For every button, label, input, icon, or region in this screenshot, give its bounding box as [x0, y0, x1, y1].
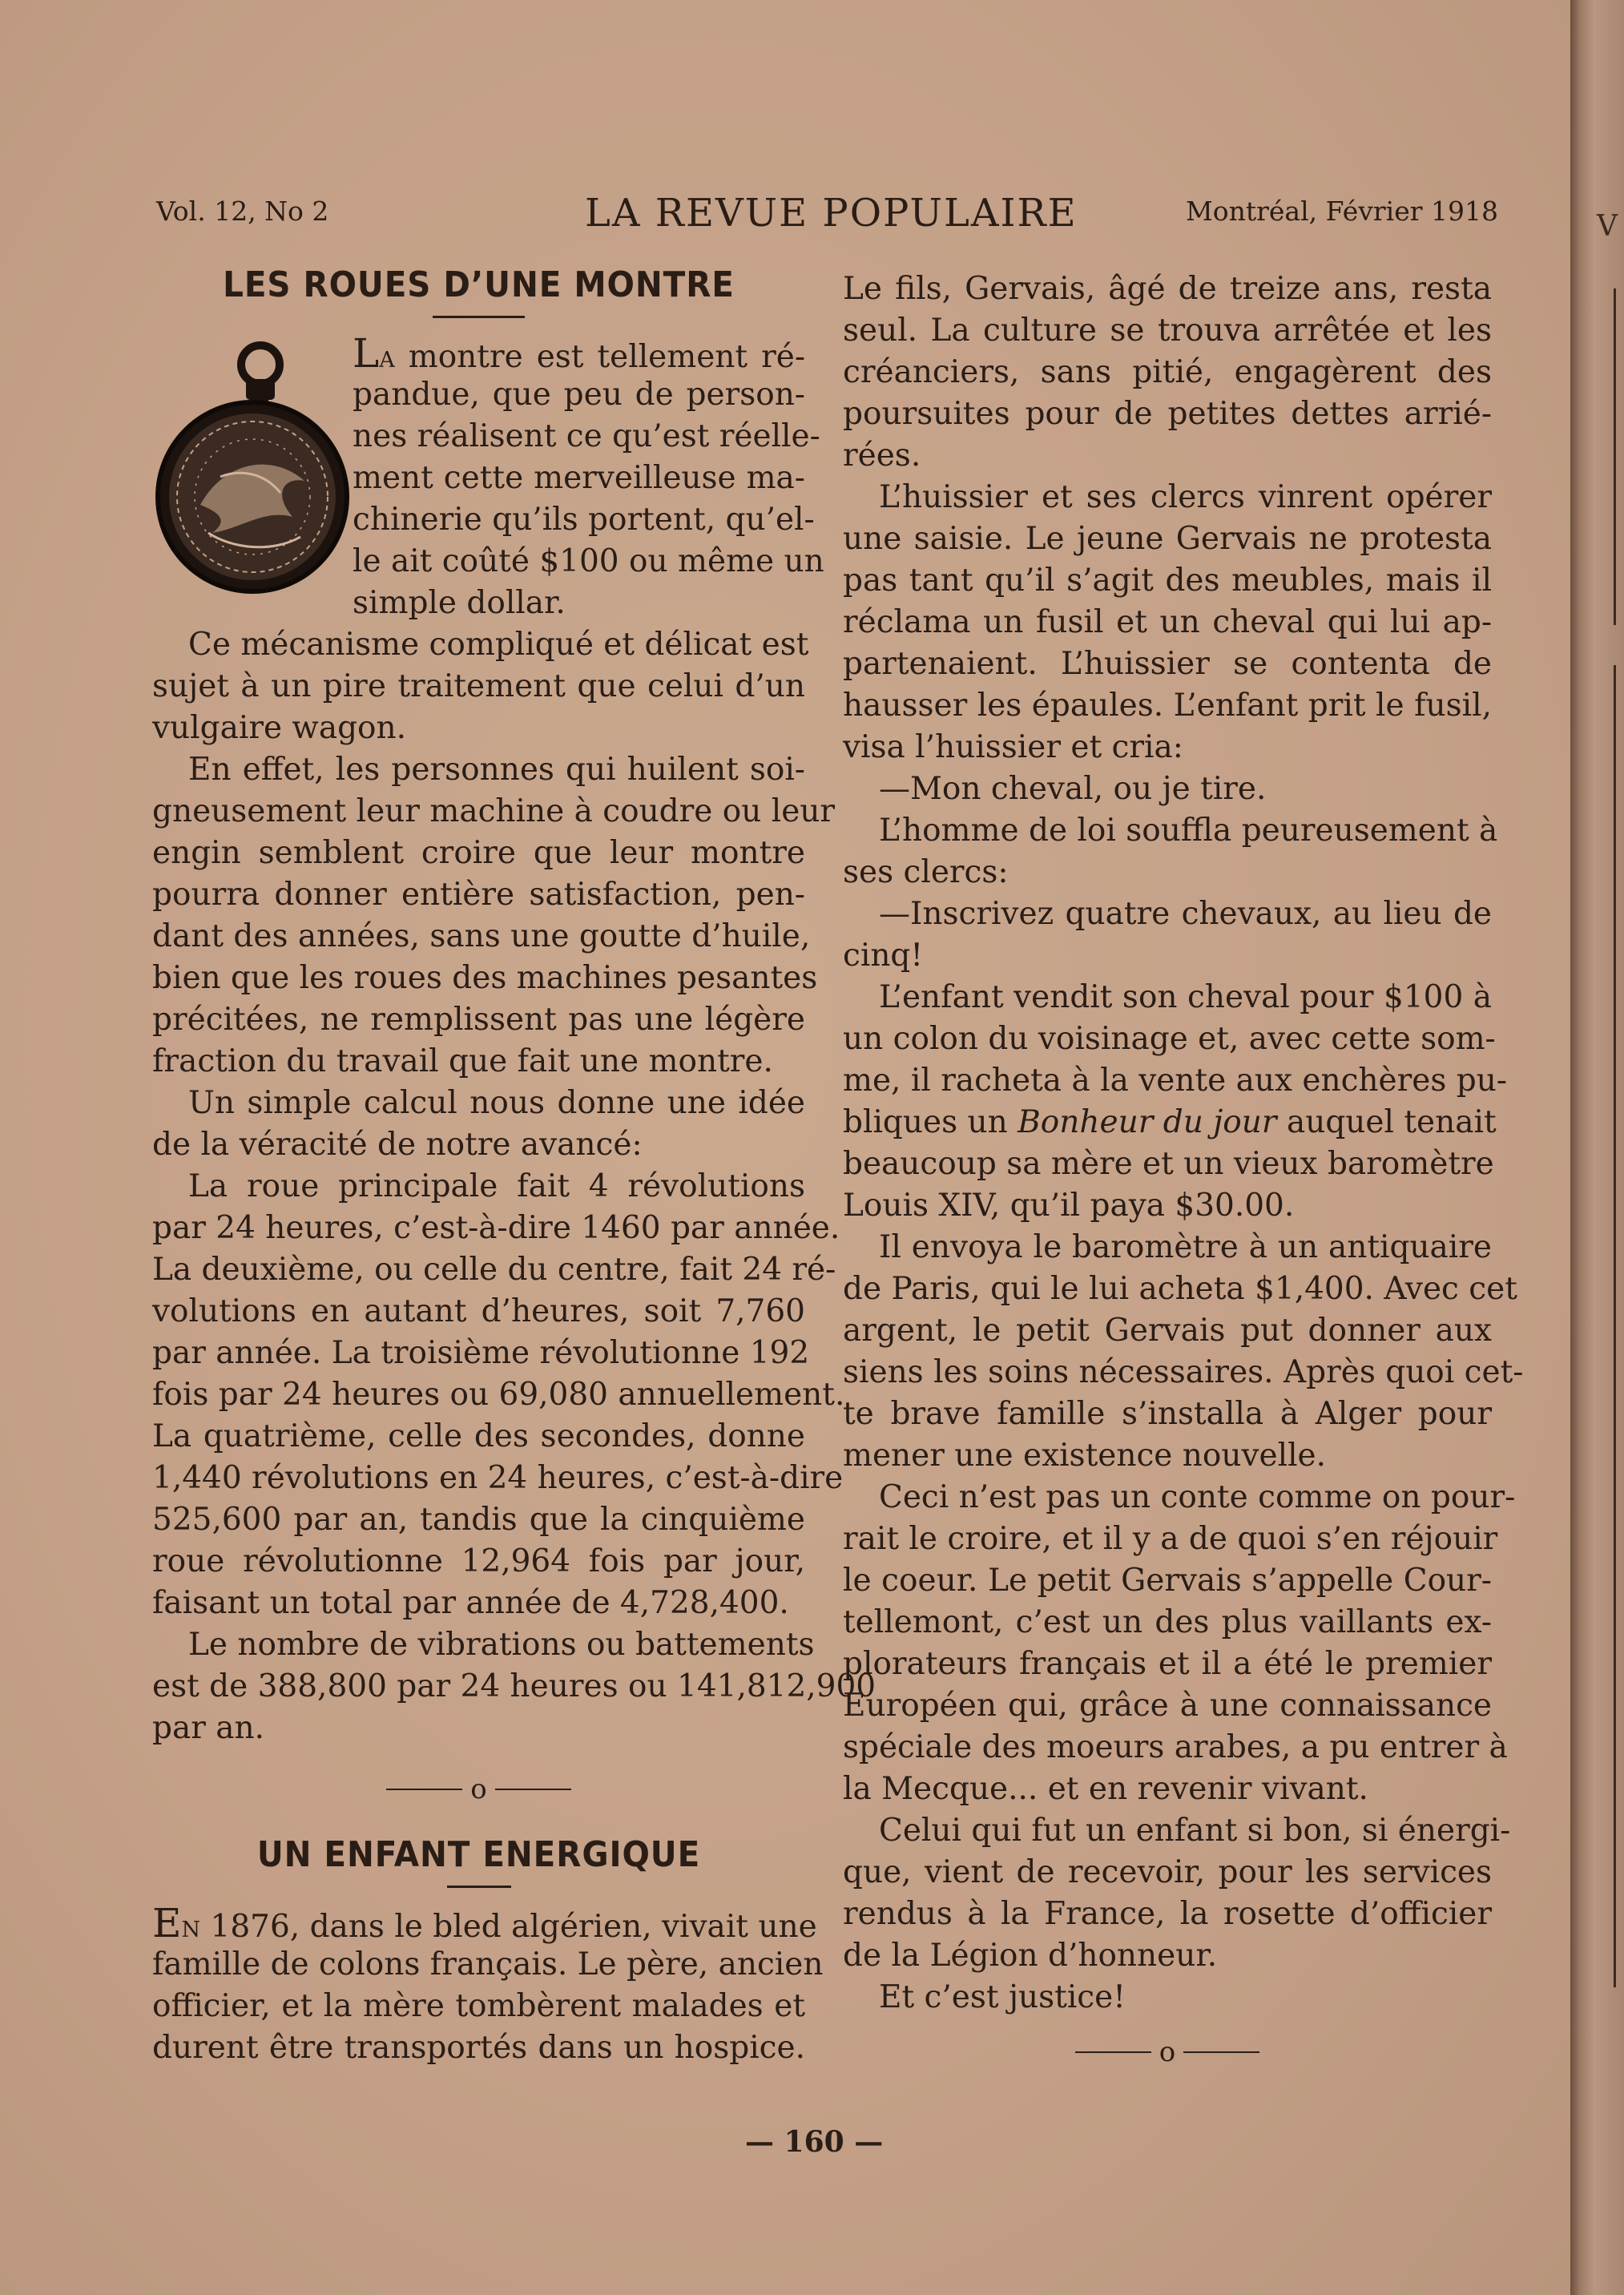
text-line: créanciers, sans pitié, engagèrent des: [843, 354, 1492, 390]
volume-number: Vol. 12, No 2: [156, 196, 329, 227]
watch-wrap-text: [353, 330, 824, 624]
text-line: L’enfant vendit son cheval pour $100 à: [879, 979, 1492, 1015]
text-line: poursuites pour de petites dettes arrié-: [843, 396, 1492, 432]
line-text: auquel tenait: [1276, 1104, 1497, 1140]
text-line: [353, 330, 805, 377]
text-line: [843, 1102, 1497, 1143]
text-line: une saisie. Le jeune Gervais ne protesta: [843, 521, 1492, 557]
italic-title: Bonheur du jour: [1018, 1104, 1277, 1140]
text-line: de la véracité de notre avancé:: [152, 1127, 643, 1163]
text-line: par année. La troisième révolutionne 192: [152, 1335, 810, 1371]
text-line: spéciale des moeurs arabes, a pu entrer à: [843, 1729, 1508, 1765]
text-line: mener une existence nouvelle.: [843, 1438, 1327, 1474]
separator-rule: [1183, 2051, 1259, 2053]
text-line: ses clercs:: [843, 854, 1009, 890]
line-text: bliques un: [843, 1104, 1018, 1140]
text-line: roue révolutionne 12,964 fois par jour,: [152, 1543, 805, 1579]
text-line: précitées, ne remplissent pas une légère: [152, 1002, 805, 1038]
text-line: argent, le petit Gervais put donner aux: [843, 1313, 1492, 1349]
drop-cap-rest: n: [181, 1909, 201, 1945]
text-line: nes réalisent ce qu’est réelle-: [353, 418, 820, 454]
text-line: Et c’est justice!: [879, 1979, 1126, 2015]
spine-letter: V: [1597, 210, 1618, 243]
text-line: un colon du voisinage et, avec cette som-: [843, 1021, 1496, 1057]
title-rule: [447, 1886, 511, 1888]
text-line: plorateurs français et il a été le premier: [843, 1646, 1492, 1682]
text-line: le ait coûté $100 ou même un: [353, 543, 824, 579]
text-line: fraction du travail que fait une montre.: [152, 1043, 773, 1079]
spine-rule: [1614, 288, 1616, 625]
text-line: Ce mécanisme compliqué et délicat est: [188, 627, 809, 663]
left-column: [152, 264, 876, 2069]
text-line: —Inscrivez quatre chevaux, au lieu de: [879, 896, 1492, 932]
text-line: fois par 24 heures ou 69,080 annuellement.: [152, 1377, 845, 1413]
text-line: officier, et la mère tombèrent malades et: [152, 1988, 805, 2024]
text-line: 525,600 par an, tandis que la cinquième: [152, 1502, 805, 1538]
text-line: me, il racheta à la vente aux enchères pu-: [843, 1063, 1507, 1099]
text-line: cinq!: [843, 938, 924, 974]
text-line: Le fils, Gervais, âgé de treize ans, resta: [843, 271, 1492, 307]
drop-cap: E: [152, 1900, 182, 1946]
text-line: En effet, les personnes qui huilent soi-: [188, 752, 805, 788]
text-line: partenaient. L’huissier se contenta de: [843, 646, 1492, 682]
text-line: ment cette merveilleuse ma-: [353, 460, 805, 496]
text-line: Celui qui fut un enfant si bon, si énergi-: [879, 1813, 1511, 1849]
line-text: 1876, dans le bled algérien, vivait une: [200, 1909, 817, 1945]
text-line: pourra donner entière satisfaction, pen-: [152, 877, 805, 913]
page-header: [156, 191, 1498, 244]
section-separator: [152, 1764, 805, 1812]
text-line: par an.: [152, 1710, 265, 1746]
text-line: te brave famille s’installa à Alger pour: [843, 1396, 1492, 1432]
text-line: faisant un total par année de 4,728,400.: [152, 1585, 789, 1621]
title-rule: [433, 316, 525, 318]
text-line: rées.: [843, 438, 921, 474]
drop-cap-rest: a: [379, 339, 395, 375]
text-line: L’huissier et ses clercs vinrent opérer: [879, 479, 1492, 515]
text-line: que, vient de recevoir, pour les services: [843, 1854, 1492, 1890]
text-line: vulgaire wagon.: [152, 710, 407, 746]
text-line: Le nombre de vibrations ou battements: [188, 1627, 815, 1663]
separator-symbol: o: [1159, 2036, 1176, 2068]
text-line: Ceci n’est pas un conte comme on pour-: [879, 1479, 1516, 1515]
text-line: Il envoya le baromètre à un antiquaire: [879, 1229, 1492, 1265]
page-number: — 160 —: [745, 2125, 884, 2159]
text-line: beaucoup sa mère et un vieux baromètre: [843, 1146, 1494, 1182]
text-line: de Paris, qui le lui acheta $1,400. Avec cet: [843, 1271, 1517, 1307]
article-title: UN ENFANT ENERGIQUE: [256, 1834, 701, 1875]
text-line: le coeur. Le petit Gervais s’appelle Cour-: [843, 1563, 1492, 1599]
separator-rule: [495, 1789, 571, 1790]
book-spine: [1570, 0, 1624, 2295]
text-line: rendus à la France, la rosette d’officier: [843, 1896, 1492, 1932]
text-line: chinerie qu’ils portent, qu’el-: [353, 502, 815, 538]
pocket-watch-illustration: [152, 333, 353, 597]
text-line: hausser les épaules. L’enfant prit le fusil,: [843, 688, 1492, 724]
text-line: Un simple calcul nous donne une idée: [188, 1085, 805, 1121]
text-line: [152, 1900, 817, 1946]
text-line: de la Légion d’honneur.: [843, 1938, 1218, 1974]
spine-rule: [1614, 665, 1616, 1987]
text-line: engin semblent croire que leur montre: [152, 835, 805, 871]
watch-paragraph: [152, 330, 824, 624]
text-line: Louis XIV, qu’il paya $30.00.: [843, 1188, 1295, 1224]
text-line: gneusement leur machine à coudre ou leur: [152, 793, 836, 829]
right-column: [843, 268, 1524, 2089]
text-line: pas tant qu’il s’agit des meubles, mais il: [843, 563, 1492, 599]
journal-title: LA REVUE POPULAIRE: [585, 191, 1078, 236]
text-line: famille de colons français. Le père, ancien: [152, 1946, 824, 1982]
text-line: est de 388,800 par 24 heures ou 141,812,900: [152, 1668, 876, 1704]
issue-date: Montréal, Février 1918: [1185, 196, 1498, 227]
text-line: simple dollar.: [353, 585, 566, 621]
drop-cap: L: [353, 330, 380, 377]
separator-rule: [1075, 2051, 1151, 2053]
article-title: LES ROUES D’UNE MONTRE: [223, 264, 735, 305]
text-line: visa l’huissier et cria:: [843, 729, 1183, 765]
text-line: durent être transportés dans un hospice.: [152, 2030, 805, 2066]
separator-symbol: o: [470, 1773, 487, 1805]
text-line: la Mecque... et en revenir vivant.: [843, 1771, 1368, 1807]
text-line: La quatrième, celle des secondes, donne: [152, 1418, 805, 1454]
text-line: dant des années, sans une goutte d’huile,: [152, 918, 811, 954]
text-line: —Mon cheval, ou je tire.: [879, 771, 1267, 807]
text-line: seul. La culture se trouva arrêtée et les: [843, 313, 1492, 349]
text-line: pandue, que peu de person-: [353, 377, 805, 413]
text-line: sujet à un pire traitement que celui d’un: [152, 668, 805, 704]
separator-rule: [386, 1789, 462, 1790]
text-line: bien que les roues des machines pesantes: [152, 960, 818, 996]
text-line: siens les soins nécessaires. Après quoi cet-: [843, 1354, 1524, 1390]
text-line: rait le croire, et il y a de quoi s’en réjouir: [843, 1521, 1498, 1557]
text-line: réclama un fusil et un cheval qui lui ap-: [843, 604, 1492, 640]
section-separator: [843, 2027, 1492, 2075]
text-line: 1,440 révolutions en 24 heures, c’est-à-dire: [152, 1460, 844, 1496]
text-line: La deuxième, ou celle du centre, fait 24 ré-: [152, 1252, 836, 1288]
text-line: Européen qui, grâce à une connaissance: [843, 1688, 1492, 1724]
text-line: La roue principale fait 4 révolutions: [188, 1168, 805, 1204]
text-line: tellemont, c’est un des plus vaillants ex-: [843, 1604, 1492, 1640]
line-text: montre est tellement ré-: [408, 339, 805, 375]
text-line: par 24 heures, c’est-à-dire 1460 par année.: [152, 1210, 840, 1246]
text-line: L’homme de loi souffla peureusement à: [879, 813, 1498, 849]
text-line: volutions en autant d’heures, soit 7,760: [152, 1293, 805, 1329]
